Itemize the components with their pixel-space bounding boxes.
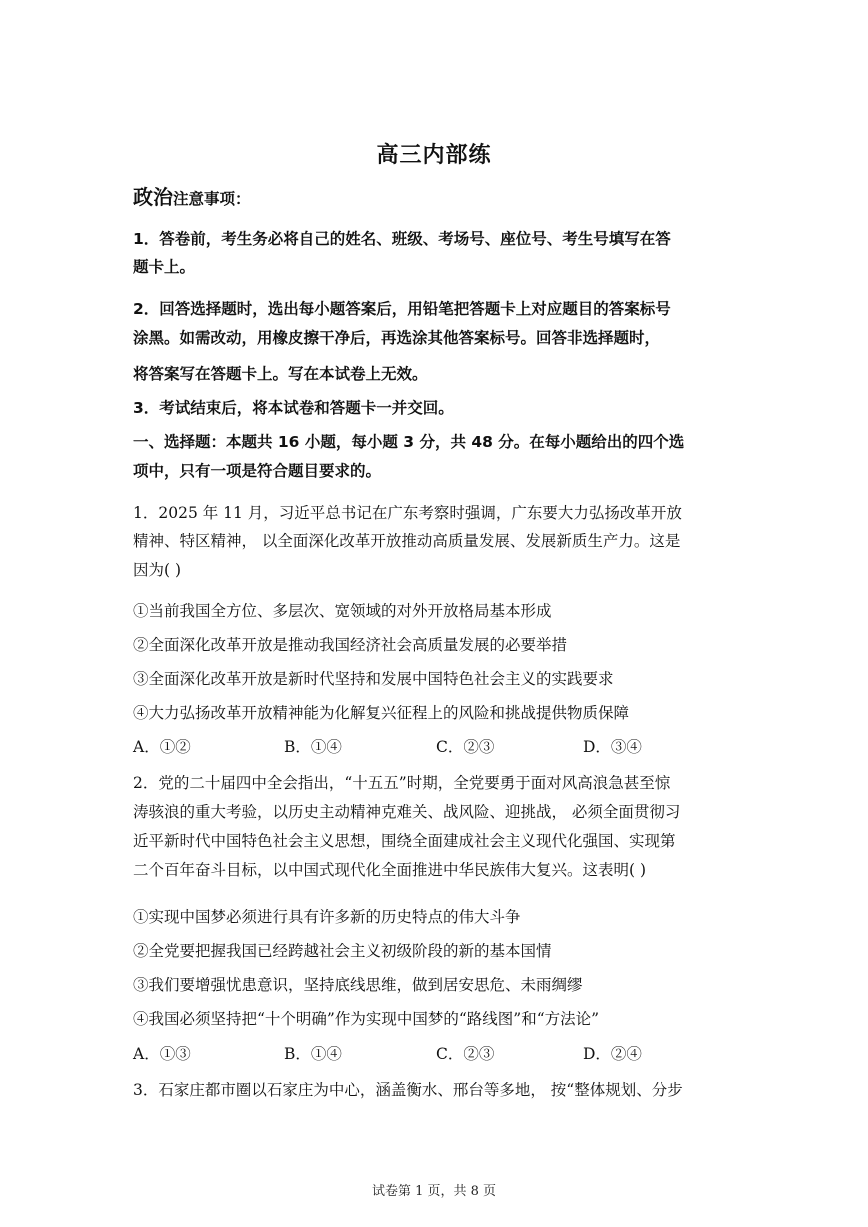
section-heading: 项中，只有一项是符合题目要求的。 (133, 462, 382, 480)
subject-heading-line (133, 186, 743, 210)
instruction-line: 将答案写在答题卡上。写在本试卷上无效。 (133, 365, 428, 383)
instruction-line: 涂黑。如需改动，用橡皮擦干净后，再选涂其他答案标号。回答非选择题时， (133, 329, 661, 347)
subject-label: 政治 (133, 185, 173, 209)
question-2-stem: 2．党的二十届四中全会指出，“十五五”时期，全党要勇于面对风高浪急甚至惊 (133, 774, 671, 792)
instruction-line: 3．考试结束后，将本试卷和答题卡一并交回。 (133, 399, 454, 417)
option-a: A．①③ (133, 1045, 191, 1063)
option-d: D．②④ (583, 1045, 642, 1063)
question-2-statement: ③我们要增强忧患意识，坚持底线思维，做到居安思危、未雨绸缪 (133, 976, 583, 994)
question-2-stem: 二个百年奋斗目标，以中国式现代化全面推进中华民族伟大复兴。这表明( ) (133, 861, 647, 879)
instruction-line: 1．答卷前，考生务必将自己的姓名、班级、考场号、座位号、考生号填写在答 (133, 230, 671, 248)
question-1-statement: ②全面深化改革开放是推动我国经济社会高质量发展的必要举措 (133, 636, 568, 654)
question-2-stem: 近平新时代中国特色社会主义思想，围绕全面建成社会主义现代化强国、实现第 (133, 832, 676, 850)
option-b: B．①④ (284, 1045, 342, 1063)
question-1-stem: 1．2025 年 11 月，习近平总书记在广东考察时强调，广东要大力弘扬改革开放 (133, 504, 682, 522)
question-2-stem: 涛骇浪的重大考验，以历史主动精神克难关、战风险、迎挑战， 必须全面贯彻习 (133, 803, 681, 821)
question-1-stem: 因为( ) (133, 561, 182, 579)
page-footer: 试卷第 1 页，共 8 页 (371, 1184, 497, 1199)
instruction-line: 2．回答选择题时，选出每小题答案后，用铅笔把答题卡上对应题目的答案标号 (133, 300, 671, 318)
question-3-stem: 3．石家庄都市圈以石家庄为中心，涵盖衡水、邢台等多地， 按“整体规划、分步 (133, 1081, 683, 1099)
option-a: A．①② (133, 738, 191, 756)
question-1-statement: ③全面深化改革开放是新时代坚持和发展中国特色社会主义的实践要求 (133, 670, 614, 688)
question-1-statement: ①当前我国全方位、多层次、宽领域的对外开放格局基本形成 (133, 602, 552, 620)
question-2-statement: ②全党要把握我国已经跨越社会主义初级阶段的新的基本国情 (133, 942, 552, 960)
option-d: D．③④ (583, 738, 642, 756)
notice-heading: 注意事项： (173, 190, 251, 208)
page-title: 高三内部练 (376, 143, 492, 168)
question-2-statement: ①实现中国梦必须进行具有许多新的历史特点的伟大斗争 (133, 908, 521, 926)
instruction-line: 题卡上。 (133, 258, 196, 276)
option-c: C．②③ (436, 738, 495, 756)
question-1-statement: ④大力弘扬改革开放精神能为化解复兴征程上的风险和挑战提供物质保障 (133, 704, 630, 722)
option-c: C．②③ (436, 1045, 495, 1063)
question-2-statement: ④我国必须坚持把“十个明确”作为实现中国梦的“路线图”和“方法论” (133, 1010, 600, 1028)
option-b: B．①④ (284, 738, 342, 756)
section-heading: 一、选择题：本题共 16 小题，每小题 3 分，共 48 分。在每小题给出的四个选 (133, 433, 685, 451)
question-1-stem: 精神、特区精神， 以全面深化改革开放推动高质量发展、发展新质生产力。这是 (133, 532, 681, 550)
